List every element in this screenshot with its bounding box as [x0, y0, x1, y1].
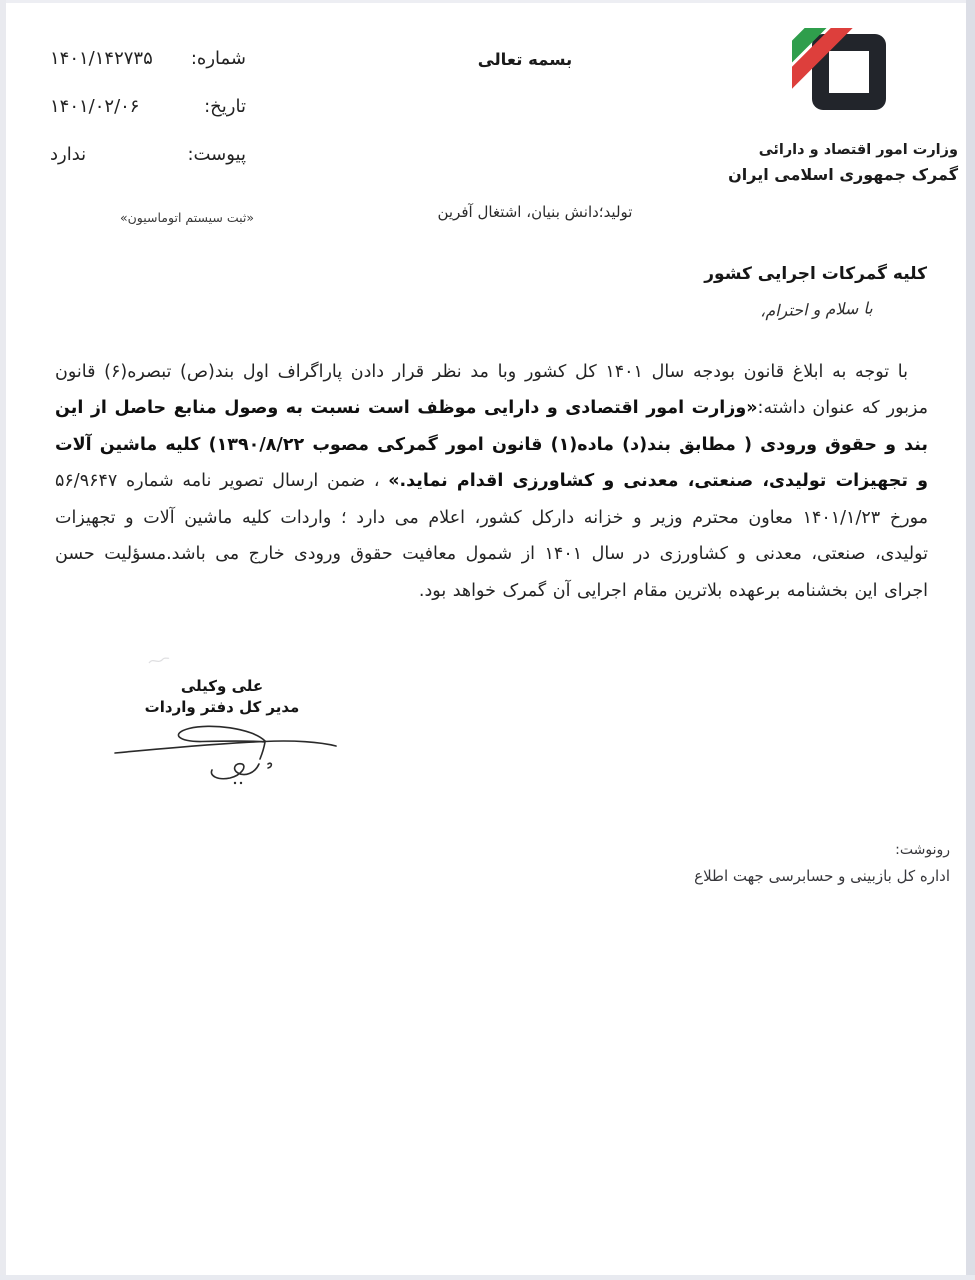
- signer-title: مدیر کل دفتر واردات: [144, 698, 300, 716]
- customs-logo-icon: [792, 28, 904, 132]
- cc-label: رونوشت:: [895, 842, 950, 858]
- photo-edge-right: [966, 0, 975, 1280]
- letter-attachment-label: پیوست:: [187, 144, 246, 165]
- salutation-handwritten: با سلام و احترام،: [760, 298, 874, 321]
- organization-name: گمرک جمهوری اسلامی ایران: [728, 165, 958, 184]
- photo-edge-top: [0, 0, 975, 3]
- letter-date-row: [50, 96, 246, 117]
- photo-edge-left: [0, 0, 6, 1280]
- besmellah-heading: بسمه تعالی: [477, 50, 573, 69]
- handwritten-signature: [112, 722, 342, 790]
- year-slogan: تولید؛دانش بنیان، اشتغال آفرین: [437, 203, 633, 221]
- signer-name: علی وکیلی: [180, 677, 264, 695]
- letter-attachment-value: ندارد: [50, 144, 87, 165]
- letter-body: [55, 354, 928, 610]
- faint-pen-mark: [148, 652, 170, 671]
- photo-edge-bottom: [0, 1275, 975, 1280]
- body-part3: ، ضمن ارسال تصویر نامه شماره ۵۶/۹۶۴۷ مورخ ۱۴۰۱/۱/۲۳ معاون محترم وزیر و خزانه دارکل کشور، اعلام می دارد ؛ واردات کلیه ماشین آلات و تجهیزات تولیدی، صنعتی، معدنی و کشاورزی در سال ۱۴۰۱ از شمول معافیت حقوق ورودی خارج می باشد.مسؤلیت حسن اجرای این بخشنامه برعهده بلاترین مقام اجرایی آن گمرک خواهد بود.: [55, 471, 928, 601]
- ministry-name: وزارت امور اقتصاد و دارائی: [758, 142, 958, 158]
- cc-recipient: اداره کل بازبینی و حسابرسی جهت اطلاع: [694, 867, 950, 885]
- body-part1: با توجه به ابلاغ قانون بودجه سال ۱۴۰۱ کل کشور وبا مد نظر قرار دادن پاراگراف اول بند(ص) تبصره(۶) قانون مزبور که عنوان داشته:: [55, 361, 929, 418]
- automation-registration-note: «ثبت سیستم اتوماسیون»: [119, 210, 255, 225]
- signature-block: [128, 676, 316, 718]
- letter-meta-block: [50, 48, 246, 192]
- letter-number-row: [50, 48, 246, 69]
- letterhead-block: [728, 28, 958, 188]
- cc-block: [694, 842, 950, 885]
- letter-attachment-row: [50, 144, 246, 165]
- letter-date-value: ۱۴۰۱/۰۲/۰۶: [50, 96, 140, 117]
- recipient-line: کلیه گمرکات اجرایی کشور: [704, 264, 927, 284]
- letter-number-label: شماره:: [190, 48, 246, 69]
- letter-number-value: ۱۴۰۱/۱۴۲۷۳۵: [50, 48, 153, 69]
- body-quoted-bold: «وزارت امور اقتصادی و دارایی موظف است نسبت به وصول منابع حاصل از این بند و حقوق ورودی ( مطابق بند(د) ماده(۱) قانون امور گمرکی مصوب ۱۳۹۰/۸/۲۲) کلیه ماشین آلات و تجهیزات تولیدی، صنعتی، معدنی و کشاورزی اقدام نماید.»: [55, 398, 928, 491]
- letter-date-label: تاریخ:: [204, 96, 246, 117]
